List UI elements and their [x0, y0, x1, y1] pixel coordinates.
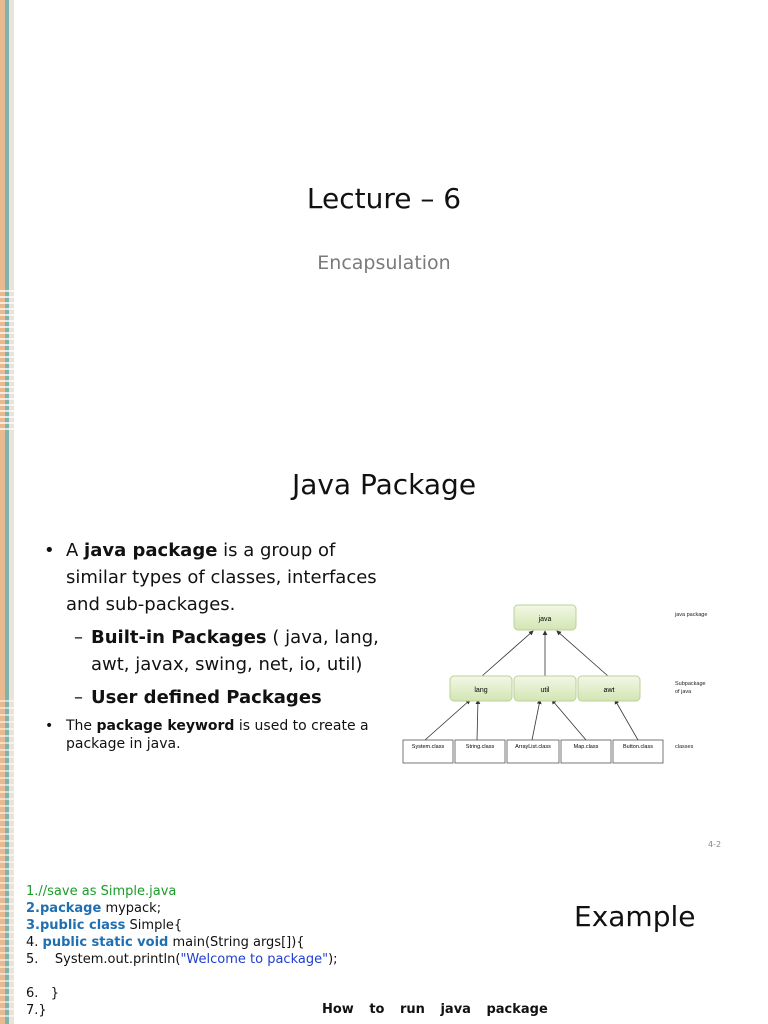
package-hierarchy-diagram — [400, 600, 740, 770]
code-line-1: 1.//save as Simple.java — [26, 884, 177, 899]
strip-pattern-top — [0, 290, 14, 430]
code-line-5-end: ); — [328, 952, 338, 967]
dash-marker: – — [74, 687, 83, 708]
bullet-package-keyword — [42, 717, 392, 753]
label-classes: classes — [675, 744, 694, 750]
bullet-java-package — [42, 537, 392, 618]
code-line-3-rest: Simple{ — [125, 918, 183, 933]
class-button-label: Button.class — [623, 744, 653, 750]
sub-bullet-builtin — [42, 624, 392, 678]
code-line-5-prefix: 5. System.out.println( — [26, 952, 181, 967]
bullet1-bold: java package — [84, 540, 218, 561]
subpackage-arrows — [482, 631, 608, 676]
bullet1-suffix: is a group of similar types of classes, interfaces and sub-packages. — [66, 540, 377, 615]
code-line-3-num: 3. — [26, 918, 40, 933]
code-keyword-public-static-void: public static void — [42, 935, 169, 950]
node-java-label: java — [538, 616, 552, 623]
code-string-literal: "Welcome to package" — [180, 952, 329, 967]
code-listing — [26, 883, 338, 1019]
bullet2-suffix: is used to create a package in java. — [66, 718, 369, 752]
how-to-run-heading: How to run java package — [322, 1002, 548, 1017]
code-line-7: 7.} — [26, 1003, 47, 1018]
label-java-package: java package — [675, 612, 708, 618]
dash-marker: – — [74, 627, 83, 648]
class-map-label: Map.class — [573, 744, 599, 750]
lecture-title: Lecture – 6 — [306, 182, 462, 215]
code-line-5 — [26, 951, 338, 968]
code-keyword-package: package — [39, 901, 102, 916]
java-package-title: Java Package — [291, 468, 477, 501]
class-arrows — [425, 700, 638, 740]
class-system-label: System.class — [411, 744, 445, 750]
bullet2-prefix: The — [66, 718, 97, 734]
sub2-bold: User defined Packages — [91, 687, 322, 708]
code-blank-line — [26, 968, 338, 985]
lecture-subtitle: Encapsulation — [317, 252, 451, 274]
code-keyword-public-class: public class — [39, 918, 126, 933]
code-line-3 — [26, 917, 338, 934]
node-lang-label: lang — [474, 687, 488, 694]
code-line-2 — [26, 900, 338, 917]
label-of-java: of java — [675, 689, 692, 695]
slide-number: 4-2 — [708, 840, 722, 849]
code-line-4 — [26, 934, 338, 951]
bullet2-bold: package keyword — [96, 718, 235, 734]
code-line-2-rest: mypack; — [101, 901, 162, 916]
strip-pattern-bottom — [0, 700, 14, 1020]
code-line-2-num: 2. — [26, 901, 40, 916]
code-line-4-num: 4. — [26, 935, 43, 950]
sub1-bold: Built-in Packages — [91, 627, 267, 648]
node-util-label: util — [540, 687, 550, 694]
class-arraylist-label: ArrayList.class — [515, 744, 551, 750]
bullet1-prefix: A — [66, 540, 85, 561]
code-line-4-rest: main(String args[]){ — [168, 935, 305, 950]
node-awt-label: awt — [603, 687, 615, 694]
code-line-6: 6. } — [26, 986, 60, 1001]
class-string-label: String.class — [465, 744, 495, 750]
bullet-list — [42, 537, 392, 753]
example-heading: Example — [574, 900, 696, 933]
label-subpackage: Subpackage — [675, 681, 706, 687]
sub-bullet-user-defined — [42, 684, 392, 711]
sub1-rest: ( java, lang, awt, javax, swing, net, io, util) — [91, 627, 379, 675]
